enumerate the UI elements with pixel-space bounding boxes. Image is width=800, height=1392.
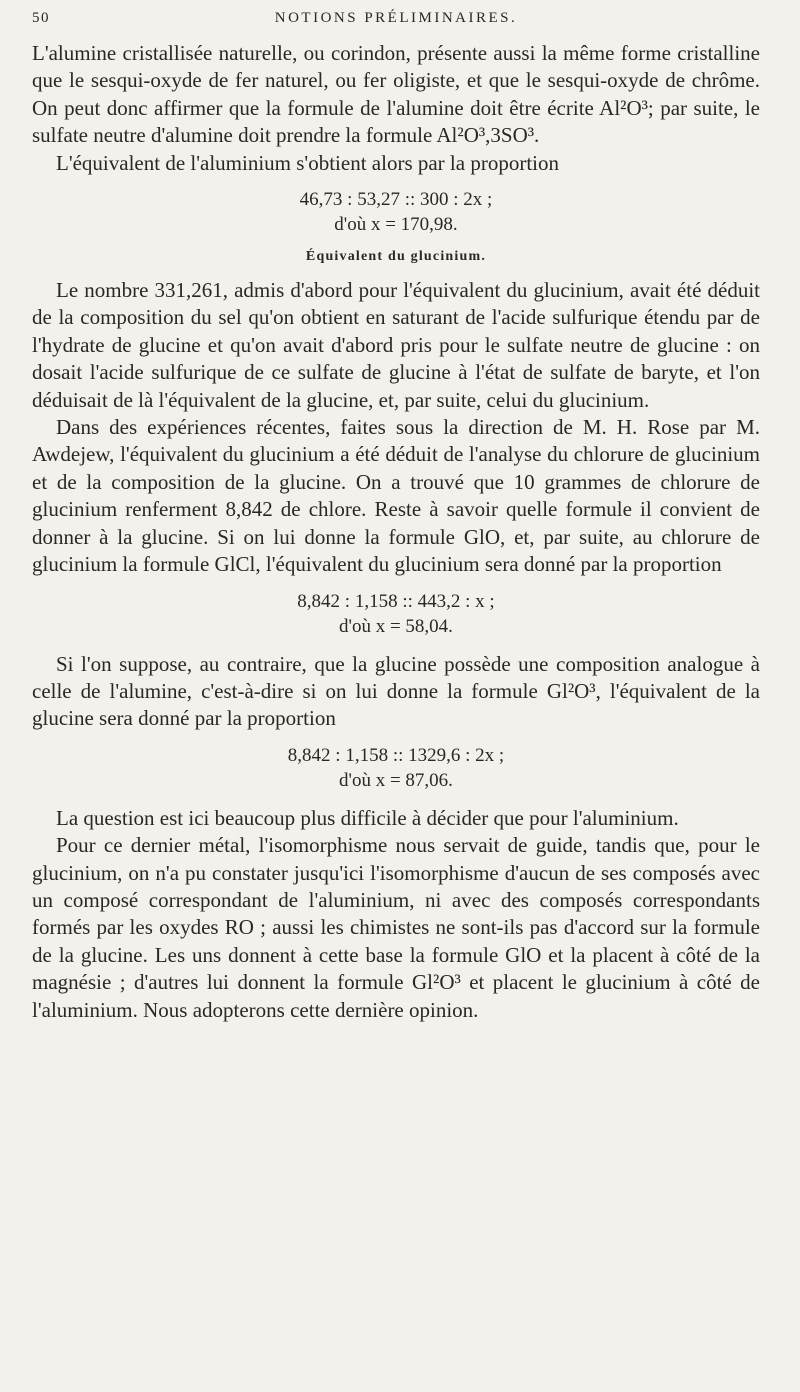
page-header bbox=[32, 10, 760, 36]
paragraph-awdejew-experiments: Dans des expériences récentes, faites sous la direction de M. H. Rose par M. Awdejew, l'équivalent du glucinium a été déduit de l'analyse du chlorure de glucinium et de la composition de la glucine. On a trouvé que 10 grammes de chlorure de glucinium renferment 8,842 de chlore. Reste à savoir quelle formule il convient de donner à la glucine. Si on lui donne la formule GlO, et, par suite, au chlorure de glucinium la formule GlCl, l'équivalent du glucinium sera donné par la proportion bbox=[32, 415, 760, 577]
equation-aluminium-result: d'où x = 170,98. bbox=[334, 214, 458, 236]
page-number: 50 bbox=[32, 10, 50, 26]
running-title: NOTIONS PRÉLIMINAIRES. bbox=[274, 10, 518, 26]
paragraph-glucinium-old-number: Le nombre 331,261, admis d'abord pour l'équivalent du glucinium, avait été déduit de la composition du sel qu'on obtient en saturant de l'acide sulfurique étendu par de l'hydrate de glucine et qu'on avait d'abord pris pour le sulfate neutre de glucine : on dosait l'acide sulfurique de ce sulfate de glucine à l'état de sulfate de baryte, et l'on déduisait de là l'équivalent de la glucine, et, par suite, celui du glucinium. bbox=[32, 278, 760, 412]
equation-glucinium-glo-result: d'où x = 58,04. bbox=[339, 615, 453, 637]
paragraph-isomorphism-conclusion: Pour ce dernier métal, l'isomorphisme nous servait de guide, tandis que, pour le glucinium, on n'a pu constater jusqu'ici l'isomorphisme d'aucun de ses composés avec un composé correspondant de l'aluminium, ni avec des composés correspondants formés par les oxydes RO ; aussi les chimistes ne sont-ils pas d'accord sur la formule de la glucine. Les uns donnent à cette base la formule GlO et la placent à côté de la magnésie ; d'autres lui donnent la formule Gl²O³ et placent le glucinium à côté de l'aluminium. Nous adopterons cette dernière opinion. bbox=[32, 833, 760, 1022]
equation-glucinium-gl2o3-proportion: 8,842 : 1,158 :: 1329,6 : 2x ; bbox=[287, 744, 505, 766]
section-heading: Équivalent du glucinium. bbox=[305, 249, 487, 265]
page-body bbox=[32, 40, 760, 1024]
paragraph-alumina-formula: L'alumine cristallisée naturelle, ou corindon, présente aussi la même forme cristalline que le sesqui-oxyde de fer naturel, ou fer oligiste, et que le sesqui-oxyde de chrôme. On peut donc affirmer que la formule de l'alumine doit être écrite Al²O³; par suite, le sulfate neutre d'alumine doit prendre la formule Al²O³,3SO³. bbox=[32, 41, 760, 148]
equation-glucinium-glo-proportion: 8,842 : 1,158 :: 443,2 : x ; bbox=[297, 590, 495, 612]
equation-glucinium-gl2o3-result: d'où x = 87,06. bbox=[339, 769, 453, 791]
paragraph-aluminium-equivalent-intro: L'équivalent de l'aluminium s'obtient alors par la proportion bbox=[56, 150, 559, 175]
equation-aluminium-proportion: 46,73 : 53,27 :: 300 : 2x ; bbox=[299, 189, 493, 211]
paragraph-glucina-alumina-analogy: Si l'on suppose, au contraire, que la glucine possède une composition analogue à celle de l'alumine, c'est-à-dire si on lui donne la formule Gl²O³, l'équivalent de la glucine sera donné par la proportion bbox=[32, 651, 760, 731]
paragraph-question-difficulty: La question est ici beaucoup plus difficile à décider que pour l'aluminium. bbox=[56, 805, 679, 830]
